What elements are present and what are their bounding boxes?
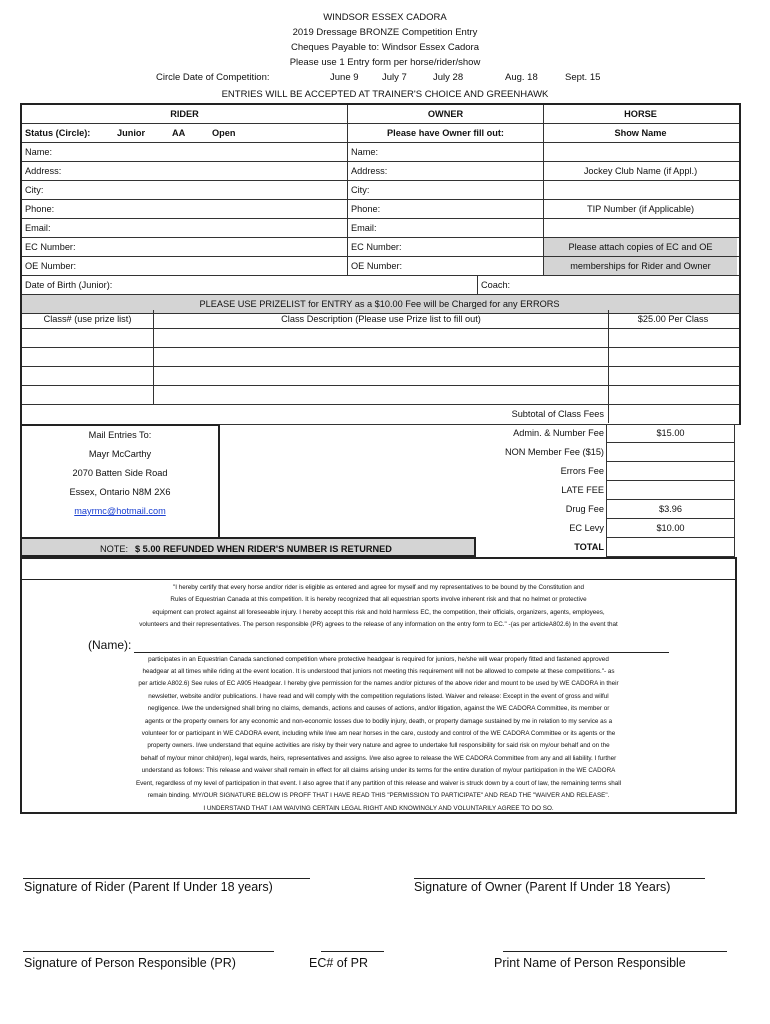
competition-dates [0,72,770,86]
per-class-fee-header: $25.00 Per Class [608,310,737,328]
waiver-name-line[interactable] [134,652,669,653]
entry-form-grid [20,103,741,314]
jockey-club-field[interactable] [543,181,737,199]
rider-name-field[interactable]: Name: [25,147,53,157]
pr-ec-line[interactable] [321,951,384,952]
class-number-header: Class# (use prize list) [43,314,132,324]
status-aa[interactable]: AA [172,128,186,138]
refund-note [20,537,476,557]
rider-section-title: RIDER [170,109,199,119]
coach-field[interactable]: Coach: [477,276,737,294]
pr-ec-label: EC# of PR [309,956,369,970]
fee-label: Errors Fee [560,466,604,476]
fee-label: Drug Fee [565,504,604,514]
owner-ec-number-field[interactable]: EC Number: [347,238,543,256]
owner-signature-label: Signature of Owner (Parent If Under 18 Years) [414,880,671,894]
waiver-line: headgear at all times while riding at the event location. It is understood that juniors not meeting this requirement will not be allowed to compete at these competitions."- as [142,668,615,676]
waiver-top-row [20,559,737,580]
mail-email-link[interactable]: mayrmc@hotmail.com [74,506,166,516]
class-description-input[interactable] [153,367,608,385]
owner-oe-number-field[interactable]: OE Number: [347,257,543,275]
fee-value[interactable] [606,462,735,481]
pr-signature-line[interactable] [23,951,274,952]
class-row[interactable] [22,386,739,405]
waiver-line: Rules of Equestrian Canada at this competition. It is hereby recognized that all equestrian sports involve inherent risk and that no helmet or protective [170,596,587,604]
total-value[interactable] [606,538,735,557]
total-label: TOTAL [574,542,604,552]
pr-print-name-label: Print Name of Person Responsible [494,956,686,970]
mail-street: 2070 Batten Side Road [72,468,168,478]
owner-name-field[interactable]: Name: [347,143,543,161]
owner-email-field[interactable]: Email: [347,219,543,237]
event-title: 2019 Dressage BRONZE Competition Entry [292,27,478,38]
note-prefix: NOTE: [100,544,129,554]
entry-instructions: Please use 1 Entry form per horse/rider/show [289,57,481,68]
horse-show-name-field[interactable] [543,143,737,161]
class-description-input[interactable] [153,329,608,347]
class-fee-input[interactable] [608,329,737,347]
waiver-line: "I hereby certify that every horse and/or rider is eligible as entered and agree for myself and my representatives to be bound by the Constitution and [172,584,585,591]
horse-section-title: HORSE [543,105,737,123]
class-entry-table [20,310,741,425]
status-label: Status (Circle): [25,128,91,138]
org-title: WINDSOR ESSEX CADORA [323,12,447,23]
cheques-note: Cheques Payable to: Windsor Essex Cadora [291,42,479,53]
waiver-line: behalf of my/our minor child(ren), legal wards, heirs, representatives and assigns. I/we also agree to release the WE CADORA Committee from any and all liability. I further [140,754,617,762]
owner-section-title: OWNER [347,105,543,123]
rider-city-field[interactable]: City: [25,185,44,195]
date-option[interactable]: June 9 [330,72,359,83]
mail-title: Mail Entries To: [88,430,152,440]
owner-note: Please have Owner fill out: [347,124,543,142]
waiver-line: equipment can protect against all foreseeable injury. I hereby accept this risk and hold harmless EC, the competition, their officials, organizers, agents, employees, [152,608,605,616]
rider-dob-field[interactable]: Date of Birth (Junior): [25,280,113,290]
circle-date-label: Circle Date of Competition: [156,72,270,83]
class-number-input[interactable] [22,329,153,347]
rider-email-field[interactable]: Email: [25,223,51,233]
entries-accepted-note: ENTRIES WILL BE ACCEPTED AT TRAINER'S CHOICE AND GREENHAWK [221,89,549,100]
prize-list-note: PLEASE USE PRIZELIST for ENTRY as a $10.00 Fee will be Charged for any ERRORS [199,299,560,309]
date-option[interactable]: Sept. 15 [565,72,601,83]
class-number-input[interactable] [22,348,153,366]
rider-ec-number-field[interactable]: EC Number: [25,242,76,252]
waiver-line: Event, regardless of my level of participation in that event. I also agree that if any partition of this release and waiver is struck down by a court of law, the remaining terms shall [135,779,622,787]
fee-value[interactable]: $3.96 [606,500,735,519]
fee-value[interactable]: $10.00 [606,519,735,538]
pr-signature-label: Signature of Person Responsible (PR) [24,956,236,970]
waiver-paragraph-1 [22,580,735,632]
mail-city: Essex, Ontario N8M 2X6 [69,487,171,497]
class-fee-input[interactable] [608,367,737,385]
pr-print-name-line[interactable] [503,951,727,952]
waiver-paragraph-2 [22,654,735,815]
class-number-input[interactable] [22,386,153,404]
rider-status-field[interactable] [22,124,347,142]
rider-phone-field[interactable]: Phone: [25,204,55,214]
fee-label: LATE FEE [561,485,604,495]
waiver-name-row [22,632,735,654]
class-description-input[interactable] [153,386,608,404]
subtotal-field[interactable] [608,405,737,423]
date-option[interactable]: July 7 [382,72,407,83]
rider-oe-number-field[interactable]: OE Number: [25,261,77,271]
rider-signature-label: Signature of Rider (Parent If Under 18 years) [24,880,273,894]
class-row[interactable] [22,329,739,348]
class-row[interactable] [22,367,739,386]
fee-value[interactable] [606,443,735,462]
waiver-line: understand as follows: This release and waiver shall remain in effect for all claims arising under its terms for the entire duration of my/our participation in the WE CADORA [141,767,616,775]
status-junior[interactable]: Junior [117,128,146,138]
mail-name: Mayr McCarthy [88,449,152,459]
waiver-line: per article A802.6) See rules of EC A905 Headgear. I hereby give permission for the names and/or pictures of the above rider and mount to be used by WE CADORA in their [138,680,619,688]
subtotal-label: Subtotal of Class Fees [511,409,604,419]
date-option[interactable]: Aug. 18 [505,72,538,83]
class-number-input[interactable] [22,367,153,385]
fee-label: NON Member Fee ($15) [504,447,604,457]
owner-signature-line[interactable] [414,878,705,879]
mail-entries-box [20,424,220,542]
class-row[interactable] [22,348,739,367]
waiver-line: property owners. I/we understand that equine activities are risky by their very nature and agree to undertake full responsibility for said risk on my/our behalf and on the [147,742,610,750]
tip-number-field[interactable] [543,219,737,237]
note-text: $ 5.00 REFUNDED WHEN RIDER'S NUMBER IS RETURNED [135,544,392,554]
waiver-line: I UNDERSTAND THAT I AM WAIVING CERTAIN LEGAL RIGHT AND KNOWINGLY AND VOLUNTARILY AGREE TO DO SO. [203,804,554,812]
fee-value[interactable]: $15.00 [606,424,735,443]
waiver-line: newsletter, website and/or publications. I have read and will comply with the competition regulations listed. Waiver and release: Except in the event of gross and wilful [148,692,609,700]
class-fee-input[interactable] [608,386,737,404]
waiver-line: remain binding. MY/OUR SIGNATURE BELOW IS PROFF THAT I HAVE READ THIS "PERMISSION TO PARTICIPATE" AND READ THE "WAIVER AND RELEASE". [147,792,610,800]
owner-phone-field[interactable]: Phone: [347,200,543,218]
attach-memberships-note: Please attach copies of EC and OE [543,238,737,256]
fee-label: Admin. & Number Fee [513,428,604,438]
waiver-box [20,557,737,814]
horse-show-name-label: Show Name [543,124,737,142]
jockey-club-label: Jockey Club Name (if Appl.) [543,162,737,180]
date-option[interactable]: July 28 [433,72,464,83]
waiver-line: volunteer for or participant in WE CADORA event, including while I/we am near horses in the care, custody and control of the WE CADORA Committee or its agents or the [141,730,616,738]
waiver-line: agents or the property owners for any economic and non-economic losses due to bodily injury, death, or property damage sustained by me in relation to my service as a [144,717,613,725]
attach-memberships-note-2: memberships for Rider and Owner [543,257,737,275]
waiver-line: participates in an Equestrian Canada sanctioned competition where protective headgear is required for juniors, he/she will wear properly fitted and fastened approved [148,655,609,663]
owner-address-field[interactable]: Address: [347,162,543,180]
tip-number-label: TIP Number (if Applicable) [543,200,737,218]
owner-city-field[interactable]: City: [347,181,543,199]
waiver-line: negligence. I/we the undersigned shall bring no claims, demands, actions and causes of actions, and/or litigation, against the WE CADORA Committee, its member or [147,705,610,713]
fee-value[interactable] [606,481,735,500]
class-fee-input[interactable] [608,348,737,366]
rider-address-field[interactable]: Address: [25,166,62,176]
fee-label: EC Levy [569,523,604,533]
status-open[interactable]: Open [212,128,236,138]
waiver-line: volunteers and their representatives. The person responsible (PR) agrees to the release of any information on the entry form to EC." -(as per articleA802.6) In the event that [139,621,618,629]
class-description-input[interactable] [153,348,608,366]
class-description-header: Class Description (Please use Prize list to fill out) [153,310,608,328]
waiver-name-label: (Name): [88,637,132,652]
rider-signature-line[interactable] [23,878,310,879]
